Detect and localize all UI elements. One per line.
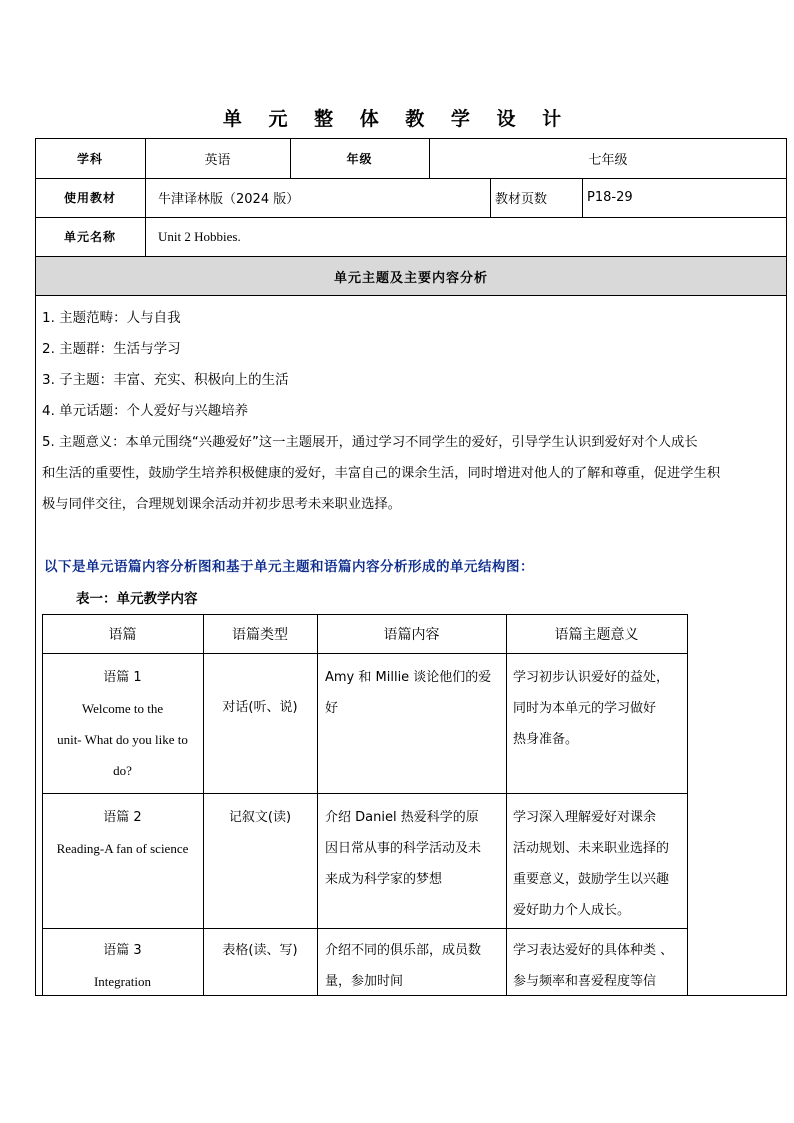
meaning-line: 爱好助力个人成长。 (513, 903, 631, 918)
t1-header: 语篇类型 (232, 626, 288, 643)
analysis-item-5-line: 5. 主题意义：本单元围绕“兴趣爱好”这一主题展开，通过学习不同学生的爱好，引导学生认识到爱好对个人成长 (42, 435, 698, 450)
analysis-item: 3. 子主题：丰富、充实、积极向上的生活 (42, 372, 289, 388)
analysis-item: 4. 单元话题：个人爱好与兴趣培养 (42, 403, 249, 419)
analysis-item: 2. 主题群：生活与学习 (42, 341, 181, 357)
table1-title: 表一：单元教学内容 (76, 591, 198, 607)
t1-header: 语篇主题意义 (554, 626, 639, 643)
t1-header: 语篇内容 (383, 626, 440, 643)
content-line: 因日常从事的科学活动及未 (325, 841, 482, 856)
passage-line: Reading-A fan of science (56, 841, 189, 856)
pages-value: P18-29 (587, 190, 633, 205)
row-divider (35, 295, 787, 296)
t1-line (687, 614, 688, 996)
subject-label: 学科 (76, 151, 103, 166)
textbook-label: 使用教材 (63, 191, 116, 205)
content-line: 好 (325, 701, 339, 716)
page-title: 单 元 整 体 教 学 设 计 (222, 108, 572, 130)
t1-line (506, 614, 507, 996)
t1-row-content (325, 662, 503, 724)
passage-line: Integration (93, 974, 152, 989)
t1-row-meaning (513, 935, 685, 997)
passage-line: Welcome to the (81, 701, 164, 716)
meaning-line: 重要意义，鼓励学生以兴趣 (513, 872, 670, 887)
t1-row-meaning (513, 662, 685, 755)
meaning-line: 参与频率和喜爱程度等信 (513, 974, 657, 989)
content-line: 量，参加时间 (325, 974, 404, 989)
meaning-line: 学习表达爱好的具体种类 、 (513, 943, 674, 958)
content-line: 介绍 Daniel 热爱科学的原 (325, 810, 479, 825)
t1-line (317, 614, 318, 996)
grade-value: 七年级 (588, 152, 628, 168)
t1-header: 语篇 (108, 626, 137, 643)
structure-intro: 以下是单元语篇内容分析图和基于单元主题和语篇内容分析形成的单元结构图： (44, 559, 534, 575)
analysis-heading: 单元主题及主要内容分析 (36, 257, 786, 295)
textbook-value: 牛津译林版（2024 版） (158, 192, 300, 207)
t1-row-type: 表格(读、写) (222, 943, 298, 958)
subject-value: 英语 (204, 152, 231, 168)
t1-row-passage (42, 802, 203, 864)
t1-line (42, 928, 687, 929)
content-line: 来成为科学家的梦想 (325, 872, 443, 887)
t1-row-content (325, 802, 503, 895)
meaning-line: 学习初步认识爱好的益处， (513, 670, 670, 685)
content-line: Amy 和 Millie 谈论他们的爱 (325, 670, 492, 685)
passage-line: 语篇 1 (103, 670, 142, 685)
t1-row-passage (42, 935, 203, 997)
meaning-line: 同时为本单元的学习做好 (513, 701, 657, 716)
meaning-line: 活动规划、未来职业选择的 (513, 841, 670, 856)
content-line: 介绍不同的俱乐部，成员数 (325, 943, 482, 958)
passage-line: unit- What do you like to (57, 732, 188, 747)
analysis-item-5-line: 极与同伴交往，合理规划课余活动并初步思考未来职业选择。 (42, 497, 402, 512)
t1-row-type: 记叙文(读) (228, 810, 292, 825)
passage-line: 语篇 2 (103, 810, 142, 825)
t1-row-passage (42, 662, 203, 786)
unit-value: Unit 2 Hobbies. (158, 228, 241, 244)
grade-label: 年级 (346, 151, 373, 166)
t1-row-meaning (513, 802, 685, 926)
meaning-line: 学习深入理解爱好对课余 (513, 810, 657, 825)
pages-label: 教材页数 (495, 192, 548, 207)
t1-row-type: 对话(听、说) (222, 700, 298, 715)
meaning-line: 热身准备。 (513, 732, 579, 747)
unit-label: 单元名称 (63, 230, 116, 244)
analysis-item-5-line: 和生活的重要性，鼓励学生培养积极健康的爱好，丰富自己的课余生活，同时增进对他人的了解和尊重，促进学生积 (42, 466, 721, 481)
passage-line: 语篇 3 (103, 943, 142, 958)
passage-line: do? (113, 763, 132, 778)
t1-line (42, 653, 687, 654)
analysis-item: 1. 主题范畴：人与自我 (42, 310, 181, 326)
t1-row-content (325, 935, 503, 997)
t1-line (42, 793, 687, 794)
